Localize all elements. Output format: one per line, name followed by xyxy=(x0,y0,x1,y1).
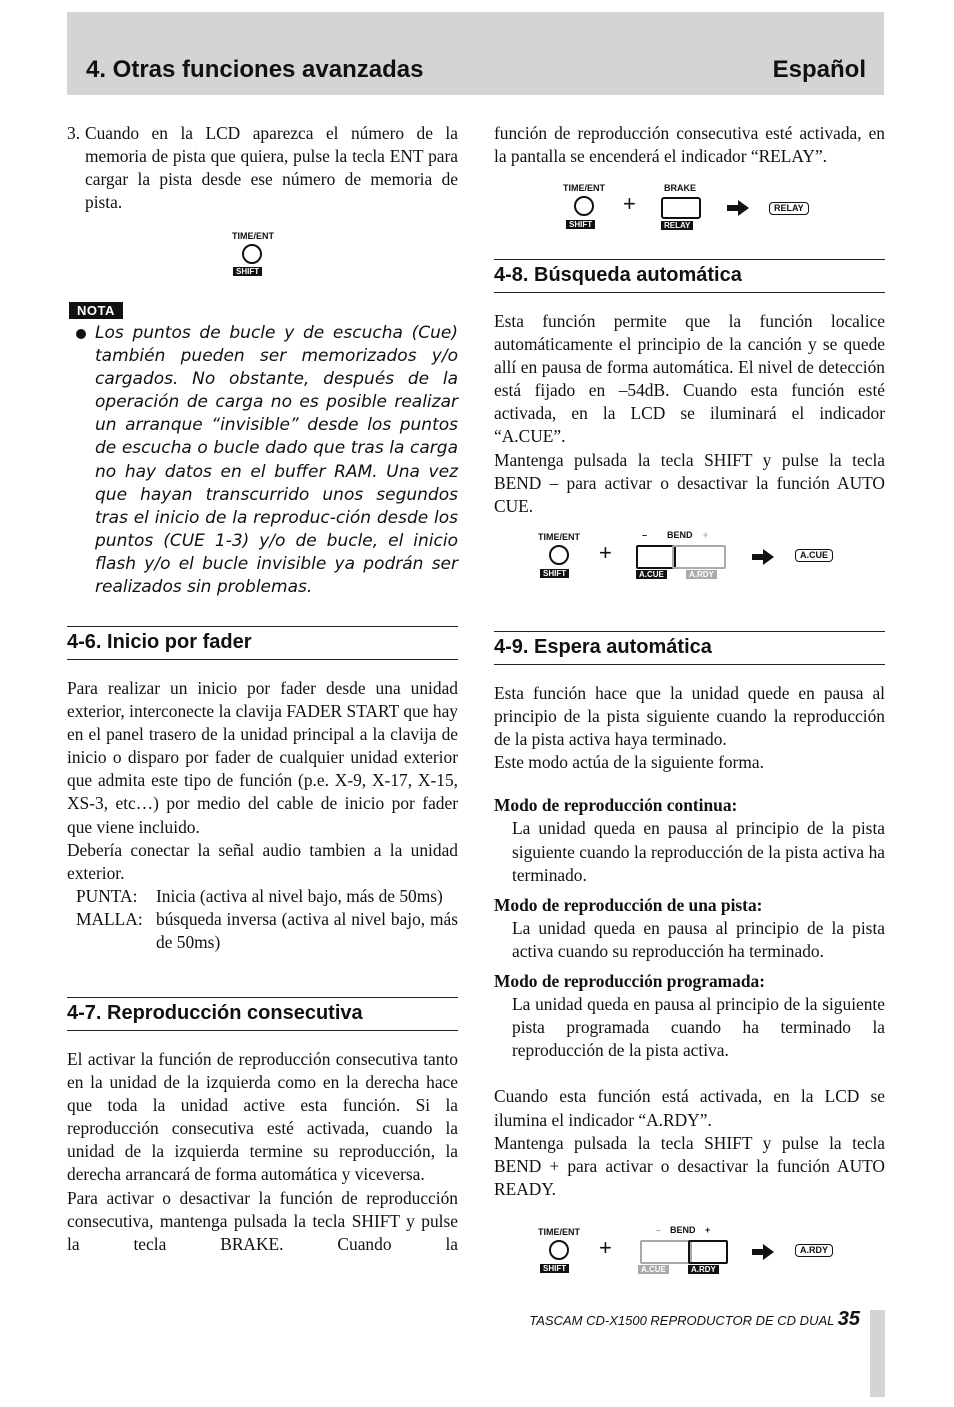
paragraph: El activar la función de reproducción consecutiva tanto en la unidad de la izquierda como en la derecha hace que toda la unidad active esta función. Si la reproducción consecutiva esté activada, cuando la unidad de la izquierda termine su reproducción, la derecha arrancará de forma automática y viceversa. xyxy=(67,1049,458,1185)
step-text: Cuando en la LCD aparezca el número de la memoria de pista que quiera, pulse la tecla ENT para cargar la pista desde ese número de memoria de pista. xyxy=(85,123,458,213)
paragraph: Debería conectar la señal audio tambien a la unidad exterior. xyxy=(67,839,458,883)
mode-text: La unidad queda en pausa al principio de la pista siguiente cuando la reproducción de la pista activa ha terminado. xyxy=(512,818,885,885)
relay-indicator: RELAY xyxy=(769,202,809,215)
section-title: 4-7. Reproducción consecutiva xyxy=(67,1002,363,1024)
brake-button-icon xyxy=(661,197,701,219)
bend-plus-label: + xyxy=(703,530,709,540)
bullet-icon xyxy=(76,329,86,339)
section-title: 4-8. Búsqueda automática xyxy=(494,264,742,286)
punta-row xyxy=(67,885,458,908)
section-4-6-body xyxy=(67,677,458,954)
bend-plus-label: + xyxy=(705,1225,711,1235)
page-number: 35 xyxy=(837,1308,860,1330)
section-4-7-heading xyxy=(67,997,458,1031)
paragraph: Este modo actúa de la siguiente forma. xyxy=(494,752,764,773)
mode-text: La unidad queda en pausa al principio de la siguiente pista programada cuando ha terminado la reproducción de la pista activa. xyxy=(512,994,885,1061)
malla-row xyxy=(67,908,458,954)
time-ent-label: TIME/ENT xyxy=(563,183,605,193)
shift-tag: SHIFT xyxy=(540,1264,569,1273)
auto-cue-diagram xyxy=(538,530,838,582)
time-ent-button-icon xyxy=(549,1240,569,1260)
paragraph: Esta función hace que la unidad quede en pausa al principio de la pista siguiente cuando la reproducción de la pista activa haya terminado. xyxy=(494,683,885,750)
punta-text: Inicia (activa al nivel bajo, más de 50ms) xyxy=(156,885,443,906)
paragraph: Mantenga pulsada la tecla SHIFT y pulse la tecla BEND – para activar o desactivar la función AUTO CUE. xyxy=(494,449,885,516)
step-number: 3. xyxy=(67,123,81,143)
time-ent-label: TIME/ENT xyxy=(538,1227,580,1237)
bend-minus-label: – xyxy=(656,1225,662,1235)
section-4-6-heading xyxy=(67,626,458,660)
section-4-8-heading xyxy=(494,259,885,293)
paragraph: Mantenga pulsada la tecla SHIFT y pulse la tecla BEND + para activar o desactivar la función AUTO READY. xyxy=(494,1132,885,1199)
bend-minus-button-icon xyxy=(636,545,676,569)
step-3 xyxy=(67,122,458,214)
footer-bar xyxy=(870,1310,885,1397)
mode-text: La unidad queda en pausa al principio de la pista activa cuando su reproducción ha terminado. xyxy=(512,917,885,961)
header-language: Español xyxy=(772,56,866,83)
shift-tag: SHIFT xyxy=(540,569,569,578)
time-ent-label: TIME/ENT xyxy=(538,532,580,542)
arrow-right-icon xyxy=(752,1244,774,1260)
footer-text: TASCAM CD-X1500 REPRODUCTOR DE CD DUAL xyxy=(529,1313,835,1328)
malla-text: búsqueda inversa (activa al nivel bajo, más de 50ms) xyxy=(156,908,458,953)
mode-title: Modo de reproducción programada: xyxy=(494,971,766,992)
bend-label: BEND xyxy=(670,1225,696,1235)
time-ent-button-icon xyxy=(242,244,262,264)
brake-label: BRAKE xyxy=(664,183,697,193)
bend-minus-button-icon xyxy=(640,1240,692,1264)
malla-label: MALLA: xyxy=(76,908,143,929)
time-ent-key-diagram xyxy=(232,231,282,281)
paragraph: Para realizar un inicio por fader desde una unidad exterior, interconecte la clavija FADER START que hay en el panel trasero de la unidad principal a la clavija de inicio o disparo por fader de cualquier unidad exterior que admita este tipo de función (p.e. X-9, X-17, X-15, XS-3, etc…) por medio del cable de inicio por fader que viene incluido. xyxy=(67,678,458,837)
section-4-7-continued xyxy=(494,122,885,168)
arrow-right-icon xyxy=(752,549,774,565)
punta-label: PUNTA: xyxy=(76,885,138,906)
a-rdy-tag: A.RDY xyxy=(686,570,717,579)
shift-tag: SHIFT xyxy=(233,267,262,276)
nota-label: NOTA xyxy=(69,302,123,319)
section-title: 4-6. Inicio por fader xyxy=(67,631,252,653)
a-cue-indicator: A.CUE xyxy=(795,549,833,562)
plus-sign: + xyxy=(599,1235,612,1260)
paragraph: Para activar o desactivar la función de reproducción consecutiva, mantenga pulsada la tecla SHIFT y pulse la tecla BRAKE. Cuando la xyxy=(67,1187,458,1254)
section-4-8-body xyxy=(494,310,885,518)
nota-text: Los puntos de bucle y de escucha (Cue) también pueden ser memorizados y/o cargados. No obstante, después de la operación de carga no es posible realizar un arranque “invisible” desde los puntos de escucha o bucle dado que tras la carga no hay datos en el buffer RAM. Una vez que hayan transcurrido unos segundos tras el inicio de la reproduc-ción desde los puntos (CUE 1-3) y/o de bucle, el inicio flash y/o el bucle invisible ya podrán ser realizados sin problemas. xyxy=(95,323,458,598)
a-rdy-tag: A.RDY xyxy=(688,1265,719,1274)
paragraph: Cuando esta función está activada, en la LCD se ilumina el indicador “A.RDY”. xyxy=(494,1086,885,1130)
time-ent-button-icon xyxy=(549,545,569,565)
a-cue-tag: A.CUE xyxy=(638,1265,669,1274)
page-header xyxy=(67,12,884,95)
section-4-9-heading xyxy=(494,631,885,665)
plus-sign: + xyxy=(623,191,636,216)
plus-sign: + xyxy=(599,540,612,565)
time-ent-button-icon xyxy=(574,196,594,216)
section-4-9-body xyxy=(494,682,885,1201)
mode-title: Modo de reproducción de una pista: xyxy=(494,894,763,915)
relay-tag: RELAY xyxy=(661,221,693,230)
bend-plus-button-icon xyxy=(688,1240,728,1264)
shift-tag: SHIFT xyxy=(566,220,595,229)
section-4-7-body xyxy=(67,1048,458,1256)
header-title: 4. Otras funciones avanzadas xyxy=(86,56,424,83)
footer xyxy=(529,1308,860,1331)
bend-label: BEND xyxy=(667,530,693,540)
paragraph: función de reproducción consecutiva esté activada, en la pantalla se encenderá el indicador “RELAY”. xyxy=(494,123,885,167)
auto-ready-diagram xyxy=(538,1225,838,1277)
a-cue-tag: A.CUE xyxy=(636,570,667,579)
bend-plus-button-icon xyxy=(672,545,726,569)
a-rdy-indicator: A.RDY xyxy=(795,1244,833,1257)
relay-diagram xyxy=(563,183,823,233)
arrow-right-icon xyxy=(727,200,749,216)
time-ent-label: TIME/ENT xyxy=(232,231,274,241)
paragraph: Esta función permite que la función localice automáticamente el principio de la canción y se quede allí en pausa de forma automática. El nivel de detección está fijado en –54dB. Cuando esta función esté activada, en la LCD se iluminará el indicador “A.CUE”. xyxy=(494,311,885,447)
mode-title: Modo de reproducción continua: xyxy=(494,795,738,816)
bend-minus-label: – xyxy=(642,530,648,540)
section-title: 4-9. Espera automática xyxy=(494,636,712,658)
